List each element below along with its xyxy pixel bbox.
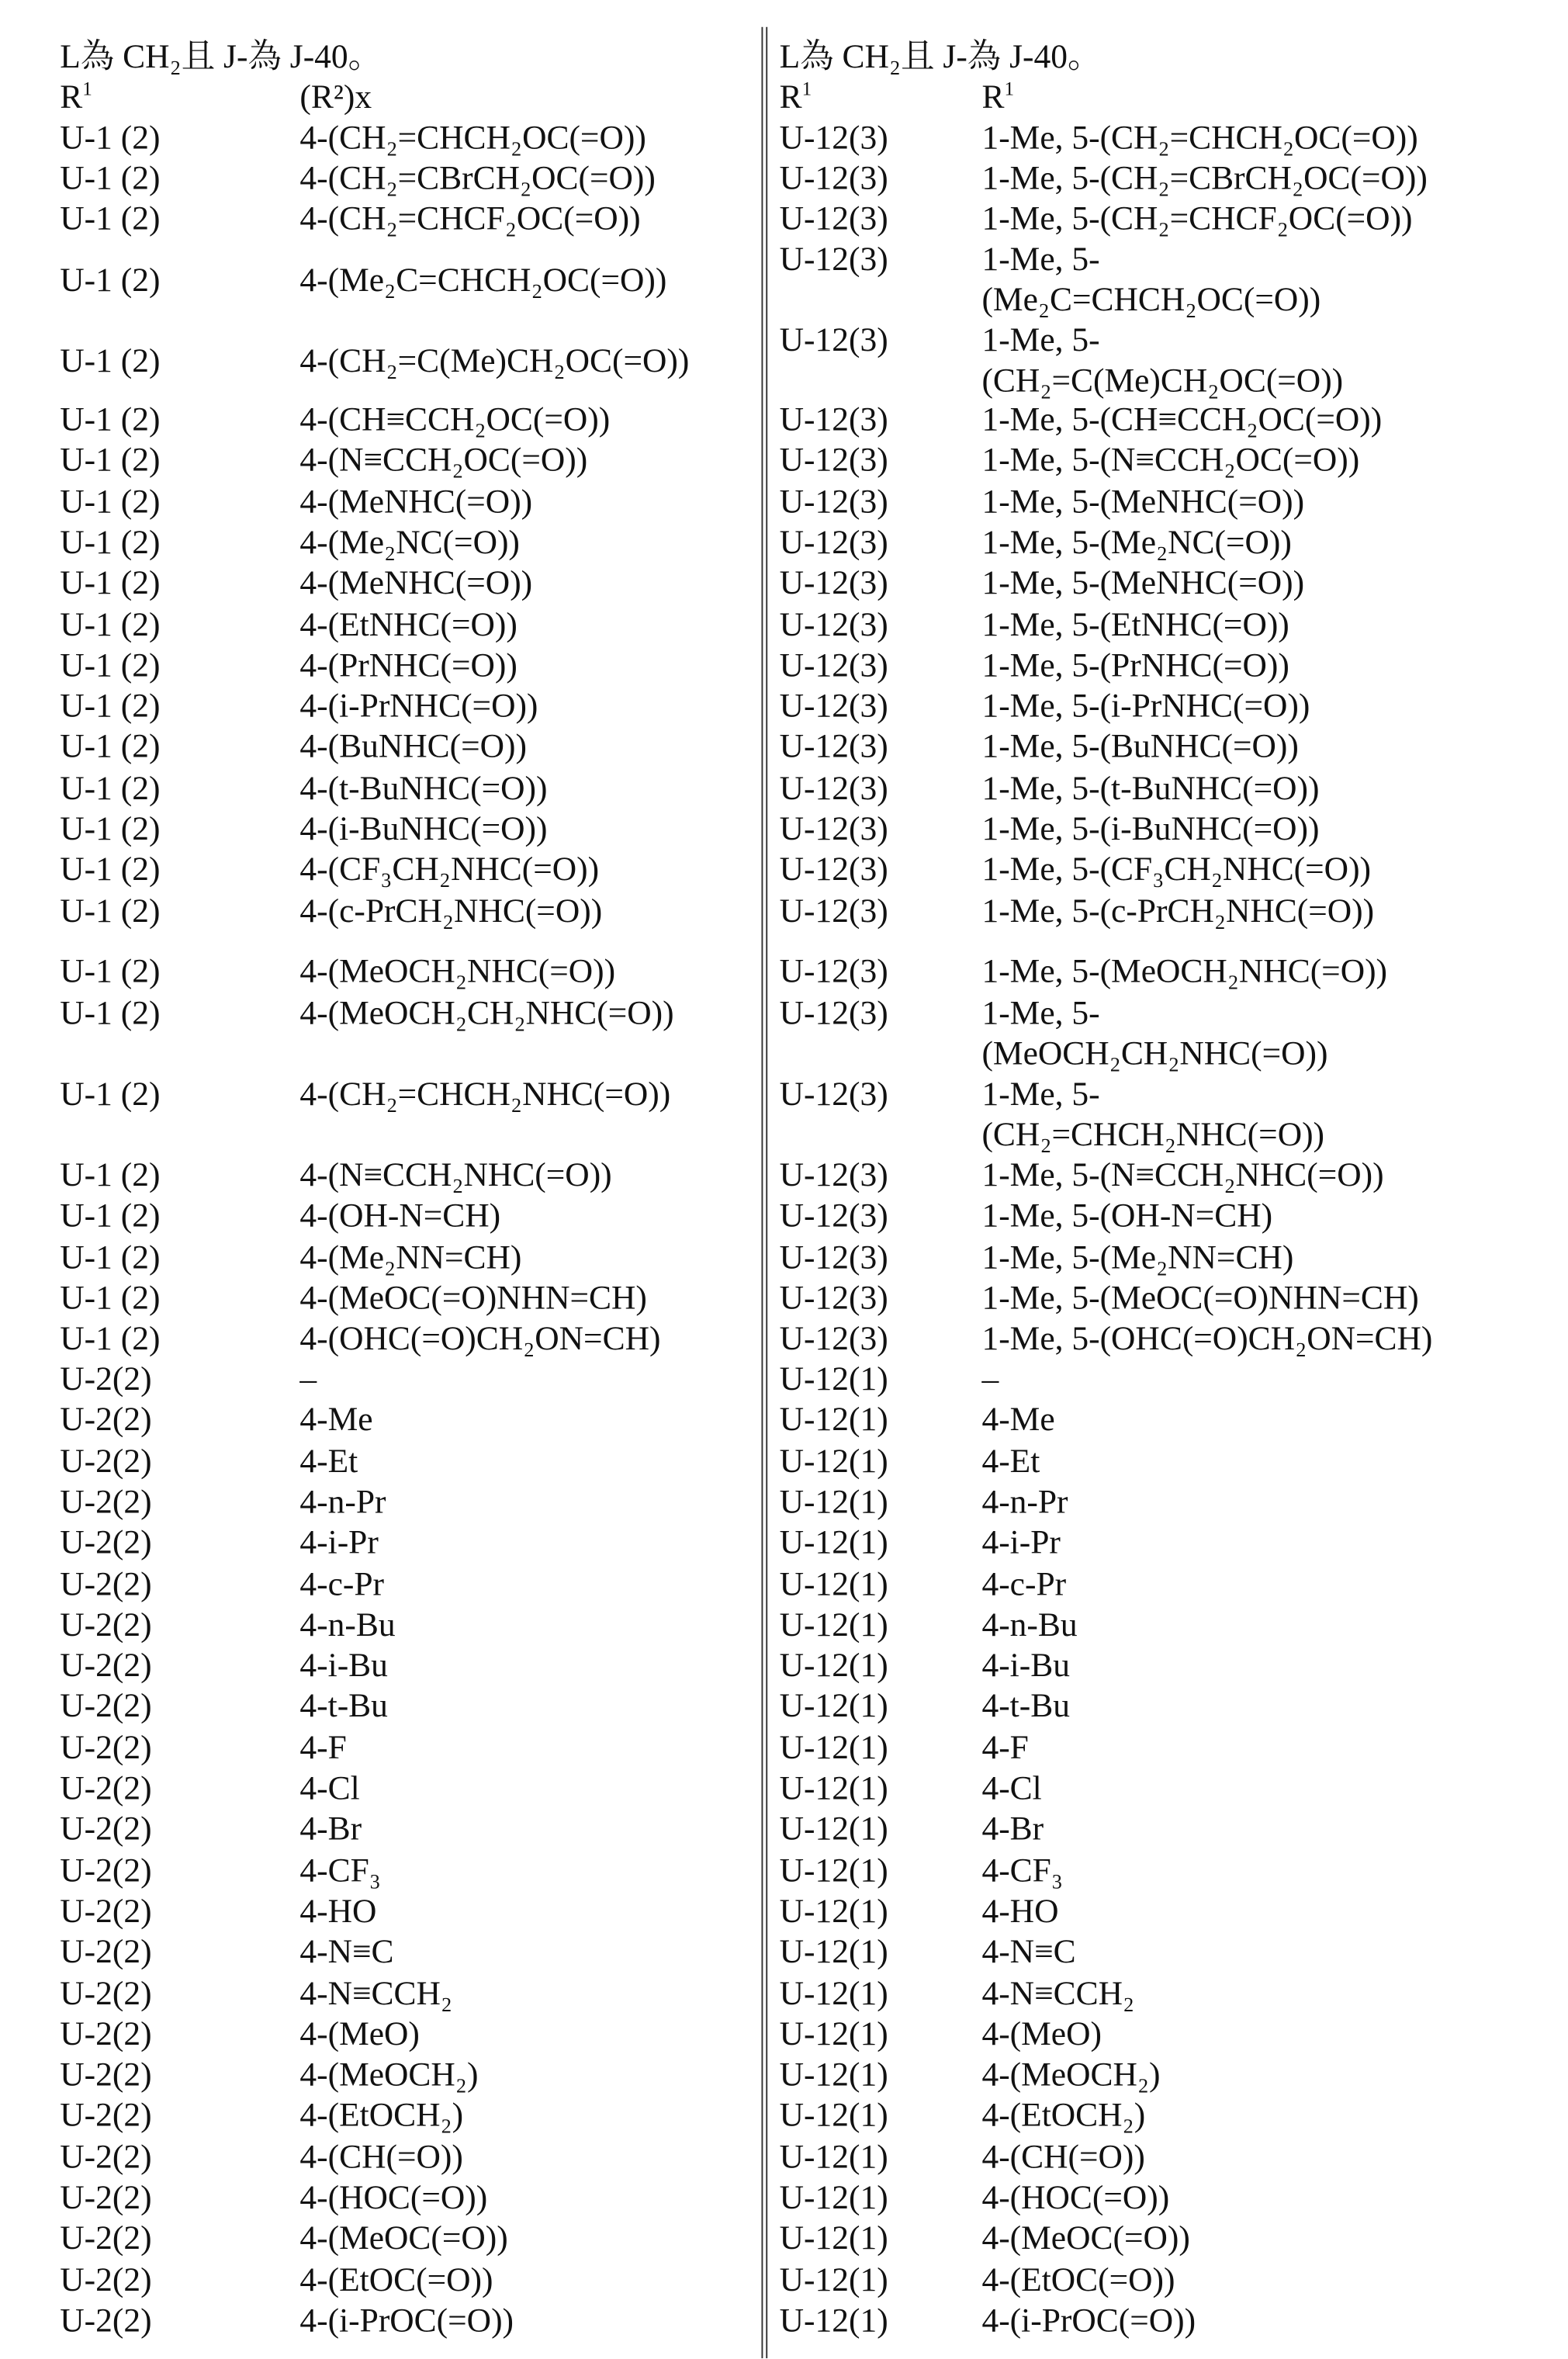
right-r1-cell: U-12(3) <box>780 769 888 809</box>
right-col2-cell: 1-Me, 5-(MeNHC(=O)) <box>981 564 1304 604</box>
right-r1-cell: U-12(3) <box>780 1279 888 1318</box>
left-r2x-cell: 4-(BuNHC(=O)) <box>299 728 527 767</box>
right-r1-cell: U-12(1) <box>780 1851 888 1890</box>
left-r2x-cell: 4-(OHC(=O)CH₂ON=CH) <box>299 1320 660 1360</box>
left-r2x-cell: 4-Br <box>299 1810 362 1849</box>
right-col2-cell: 4-Et <box>981 1442 1040 1481</box>
left-r2x-cell: 4-Et <box>299 1442 358 1481</box>
right-r1-cell: U-12(3) <box>780 687 888 726</box>
right-col2-cell: 1-Me, 5-(Me₂NC(=O)) <box>981 523 1291 563</box>
right-col2-cell: 4-(MeOC(=O)) <box>981 2219 1189 2259</box>
left-r2x-cell: 4-F <box>299 1728 346 1768</box>
left-r1-cell: U-2(2) <box>60 1647 151 1686</box>
left-r1-cell: U-1 (2) <box>60 261 160 300</box>
document-page <box>0 0 1568 2358</box>
right-col2-cell: 1-Me, 5- (CH₂=CHCH₂NHC(=O)) <box>981 1075 1324 1154</box>
left-r2x-cell: 4-(t-BuNHC(=O)) <box>299 769 547 809</box>
right-col2-cell: 1-Me, 5-(MeNHC(=O)) <box>981 482 1304 521</box>
right-col2-cell: 4-(MeOCH₂) <box>981 2056 1160 2095</box>
right-r1-cell: U-12(3) <box>780 1197 888 1236</box>
right-r1-cell: U-12(3) <box>780 892 888 931</box>
left-r2x-cell: 4-(CH(=O)) <box>299 2137 462 2177</box>
right-r1-cell: U-12(1) <box>780 2260 888 2300</box>
right-r1-cell: U-12(3) <box>780 564 888 604</box>
left-r2x-cell: 4-(OH-N=CH) <box>299 1197 500 1236</box>
right-r1-cell: U-12(3) <box>780 119 888 158</box>
left-r1-cell: U-2(2) <box>60 2137 151 2177</box>
column-divider <box>761 27 763 2358</box>
right-r1-cell: U-12(1) <box>780 1933 888 1973</box>
left-r2x-cell: 4-n-Pr <box>299 1483 386 1522</box>
right-col2-cell: 1-Me, 5-(c-PrCH₂NHC(=O)) <box>981 892 1374 931</box>
right-r1-cell: U-12(1) <box>780 1973 888 2013</box>
right-col2-cell: 4-Cl <box>981 1769 1041 1809</box>
right-r1-cell: U-12(3) <box>780 809 888 849</box>
left-r1-cell: U-1 (2) <box>60 728 160 767</box>
left-r2x-cell: 4-(MeOCH₂NHC(=O)) <box>299 952 615 992</box>
left-r2x-cell: – <box>299 1360 317 1399</box>
right-r1-cell: U-12(1) <box>780 2178 888 2218</box>
left-header-r2x: (R²)x <box>299 78 372 117</box>
left-r1-cell: U-1 (2) <box>60 1320 160 1360</box>
right-col2-cell: 1-Me, 5-(BuNHC(=O)) <box>981 728 1298 767</box>
right-col2-cell: 4-CF₃ <box>981 1851 1063 1890</box>
left-r2x-cell: 4-(MeOCH₂CH₂NHC(=O)) <box>299 994 673 1034</box>
left-r1-cell: U-2(2) <box>60 2178 151 2218</box>
left-r2x-cell: 4-(EtNHC(=O)) <box>299 605 517 645</box>
right-r1-cell: U-12(3) <box>780 1075 888 1114</box>
left-r1-cell: U-2(2) <box>60 1606 151 1645</box>
left-r1-cell: U-1 (2) <box>60 769 160 809</box>
right-r1-cell: U-12(1) <box>780 1769 888 1809</box>
right-col2-cell: 4-N≡C <box>981 1933 1075 1973</box>
left-r1-cell: U-1 (2) <box>60 482 160 521</box>
left-r2x-cell: 4-(i-BuNHC(=O)) <box>299 809 547 849</box>
left-r1-cell: U-2(2) <box>60 1523 151 1563</box>
right-r1-cell: U-12(3) <box>780 850 888 890</box>
left-r1-cell: U-2(2) <box>60 1973 151 2013</box>
left-r1-cell: U-2(2) <box>60 1728 151 1768</box>
left-r2x-cell: 4-(EtOC(=O)) <box>299 2260 493 2300</box>
left-r2x-cell: 4-(PrNHC(=O)) <box>299 646 517 685</box>
right-col2-cell: 1-Me, 5- (MeOCH₂CH₂NHC(=O)) <box>981 994 1327 1073</box>
left-r2x-cell: 4-N≡CCH₂ <box>299 1973 452 2013</box>
right-col2-cell: 4-F <box>981 1728 1028 1768</box>
column-divider <box>766 27 767 2358</box>
left-r1-cell: U-1 (2) <box>60 523 160 563</box>
left-r1-cell: U-1 (2) <box>60 850 160 890</box>
left-r1-cell: U-2(2) <box>60 1769 151 1809</box>
right-col2-cell: 1-Me, 5-(EtNHC(=O)) <box>981 605 1289 645</box>
left-r1-cell: U-2(2) <box>60 1401 151 1440</box>
left-r2x-cell: 4-(MeO) <box>299 2014 420 2054</box>
left-header-r1: R1 <box>60 78 92 117</box>
right-col2-cell: 1-Me, 5-(MeOCH₂NHC(=O)) <box>981 952 1387 992</box>
right-col2-cell: 1-Me, 5-(CH₂=CBrCH₂OC(=O)) <box>981 159 1427 199</box>
right-col2-cell: 4-HO <box>981 1892 1058 1931</box>
left-r2x-cell: 4-t-Bu <box>299 1687 388 1727</box>
left-r1-cell: U-2(2) <box>60 2301 151 2340</box>
right-r1-cell: U-12(3) <box>780 400 888 440</box>
left-r2x-cell: 4-(CF₃CH₂NHC(=O)) <box>299 850 599 890</box>
right-r1-cell: U-12(3) <box>780 1320 888 1360</box>
right-col2-cell: 4-N≡CCH₂ <box>981 1973 1134 2013</box>
right-col2-cell: 1-Me, 5-(CH₂=CHCF₂OC(=O)) <box>981 199 1412 239</box>
right-col2-cell: 4-n-Pr <box>981 1483 1068 1522</box>
left-r1-cell: U-2(2) <box>60 2219 151 2259</box>
left-r1-cell: U-2(2) <box>60 1687 151 1727</box>
right-r1-cell: U-12(1) <box>780 1892 888 1931</box>
right-col2-cell: 4-Me <box>981 1401 1054 1440</box>
left-r1-cell: U-2(2) <box>60 1892 151 1931</box>
right-r1-cell: U-12(1) <box>780 1810 888 1849</box>
right-r1-cell: U-12(3) <box>780 523 888 563</box>
right-col2-cell: 1-Me, 5- (CH₂=C(Me)CH₂OC(=O)) <box>981 320 1343 400</box>
right-col2-cell: 4-(HOC(=O)) <box>981 2178 1169 2218</box>
left-r1-cell: U-1 (2) <box>60 994 160 1034</box>
left-r1-cell: U-1 (2) <box>60 159 160 199</box>
right-col2-cell: 4-Br <box>981 1810 1044 1849</box>
right-col2-cell: 1-Me, 5-(PrNHC(=O)) <box>981 646 1289 685</box>
left-r1-cell: U-2(2) <box>60 1810 151 1849</box>
left-r2x-cell: 4-(EtOCH₂) <box>299 2097 463 2136</box>
right-r1-cell: U-12(1) <box>780 1728 888 1768</box>
right-col2-cell: 1-Me, 5-(OHC(=O)CH₂ON=CH) <box>981 1320 1432 1360</box>
left-r1-cell: U-1 (2) <box>60 1156 160 1196</box>
right-col2-cell: 4-(MeO) <box>981 2014 1102 2054</box>
left-r2x-cell: 4-(i-PrOC(=O)) <box>299 2301 514 2340</box>
right-col2-cell: 4-t-Bu <box>981 1687 1070 1727</box>
left-r2x-cell: 4-(Me₂NC(=O)) <box>299 523 520 563</box>
right-r1-cell: U-12(3) <box>780 728 888 767</box>
left-r1-cell: U-1 (2) <box>60 199 160 239</box>
left-r1-cell: U-1 (2) <box>60 442 160 481</box>
right-r1-cell: U-12(3) <box>780 240 888 279</box>
right-r1-cell: U-12(3) <box>780 1156 888 1196</box>
left-r1-cell: U-2(2) <box>60 2014 151 2054</box>
right-r1-cell: U-12(3) <box>780 159 888 199</box>
left-r1-cell: U-1 (2) <box>60 1238 160 1277</box>
left-r1-cell: U-1 (2) <box>60 892 160 931</box>
right-r1-cell: U-12(1) <box>780 2219 888 2259</box>
right-r1-cell: U-12(3) <box>780 994 888 1034</box>
right-col2-cell: 4-c-Pr <box>981 1564 1066 1604</box>
left-r1-cell: U-2(2) <box>60 2097 151 2136</box>
right-r1-cell: U-12(3) <box>780 442 888 481</box>
left-r2x-cell: 4-(CH₂=CHCH₂OC(=O)) <box>299 119 646 158</box>
right-r1-cell: U-12(1) <box>780 1442 888 1481</box>
right-r1-cell: U-12(1) <box>780 1401 888 1440</box>
left-r2x-cell: 4-(MeOC(=O)) <box>299 2219 507 2259</box>
right-col2-cell: 1-Me, 5-(t-BuNHC(=O)) <box>981 769 1319 809</box>
left-r1-cell: U-1 (2) <box>60 1197 160 1236</box>
left-r2x-cell: 4-(c-PrCH₂NHC(=O)) <box>299 892 602 931</box>
left-r2x-cell: 4-Cl <box>299 1769 359 1809</box>
right-r1-cell: U-12(3) <box>780 646 888 685</box>
right-col2-cell: 4-i-Pr <box>981 1523 1060 1563</box>
right-r1-cell: U-12(3) <box>780 1238 888 1277</box>
left-r1-cell: U-1 (2) <box>60 1279 160 1318</box>
left-r2x-cell: 4-(MeOCH₂) <box>299 2056 478 2095</box>
right-r1-cell: U-12(1) <box>780 2301 888 2340</box>
right-r1-cell: U-12(1) <box>780 2014 888 2054</box>
left-r1-cell: U-2(2) <box>60 1483 151 1522</box>
right-col2-cell: 4-(CH(=O)) <box>981 2137 1144 2177</box>
right-col2-cell: 1-Me, 5-(i-BuNHC(=O)) <box>981 809 1319 849</box>
right-col2-cell: 1-Me, 5-(N≡CCH₂NHC(=O)) <box>981 1156 1383 1196</box>
right-col2-cell: – <box>981 1360 999 1399</box>
right-r1-cell: U-12(3) <box>780 952 888 992</box>
right-col2-cell: 4-n-Bu <box>981 1606 1077 1645</box>
left-r1-cell: U-1 (2) <box>60 119 160 158</box>
right-r1-cell: U-12(1) <box>780 1360 888 1399</box>
left-r1-cell: U-2(2) <box>60 1933 151 1973</box>
right-r1-cell: U-12(1) <box>780 1606 888 1645</box>
right-r1-cell: U-12(1) <box>780 1523 888 1563</box>
right-col2-cell: 4-(EtOC(=O)) <box>981 2260 1175 2300</box>
left-r1-cell: U-1 (2) <box>60 341 160 381</box>
left-r2x-cell: 4-N≡C <box>299 1933 393 1973</box>
left-r2x-cell: 4-c-Pr <box>299 1564 384 1604</box>
right-col2-cell: 1-Me, 5-(Me₂NN=CH) <box>981 1238 1293 1277</box>
right-r1-cell: U-12(3) <box>780 482 888 521</box>
right-col2-cell: 1-Me, 5- (Me₂C=CHCH₂OC(=O)) <box>981 240 1321 319</box>
right-r1-cell: U-12(1) <box>780 1687 888 1727</box>
right-col2-cell: 1-Me, 5-(OH-N=CH) <box>981 1197 1272 1236</box>
left-r2x-cell: 4-i-Pr <box>299 1523 378 1563</box>
left-r2x-cell: 4-(HOC(=O)) <box>299 2178 487 2218</box>
right-table-title: L為 CH₂且 J-為 J-40。 <box>780 37 1102 77</box>
right-r1-cell: U-12(1) <box>780 2097 888 2136</box>
left-r1-cell: U-1 (2) <box>60 952 160 992</box>
left-r2x-cell: 4-(MeOC(=O)NHN=CH) <box>299 1279 646 1318</box>
left-r1-cell: U-1 (2) <box>60 564 160 604</box>
left-table-title: L為 CH₂且 J-為 J-40。 <box>60 37 382 77</box>
left-r2x-cell: 4-Me <box>299 1401 372 1440</box>
left-r1-cell: U-2(2) <box>60 1442 151 1481</box>
left-r2x-cell: 4-(i-PrNHC(=O)) <box>299 687 538 726</box>
left-r2x-cell: 4-n-Bu <box>299 1606 395 1645</box>
left-r2x-cell: 4-(N≡CCH₂NHC(=O)) <box>299 1156 611 1196</box>
left-r1-cell: U-1 (2) <box>60 809 160 849</box>
right-r1-cell: U-12(1) <box>780 1564 888 1604</box>
right-r1-cell: U-12(1) <box>780 1647 888 1686</box>
right-col2-cell: 4-(EtOCH₂) <box>981 2097 1145 2136</box>
right-col2-cell: 1-Me, 5-(N≡CCH₂OC(=O)) <box>981 442 1359 481</box>
left-r2x-cell: 4-(CH₂=CHCF₂OC(=O)) <box>299 199 640 239</box>
left-r2x-cell: 4-(CH₂=CHCH₂NHC(=O)) <box>299 1075 670 1114</box>
right-r1-cell: U-12(3) <box>780 605 888 645</box>
right-header-r1: R1 <box>780 78 812 117</box>
left-r2x-cell: 4-i-Bu <box>299 1647 388 1686</box>
left-r2x-cell: 4-(MeNHC(=O)) <box>299 482 532 521</box>
left-r1-cell: U-2(2) <box>60 1564 151 1604</box>
right-col2-cell: 1-Me, 5-(MeOC(=O)NHN=CH) <box>981 1279 1418 1318</box>
left-r1-cell: U-2(2) <box>60 2260 151 2300</box>
left-r2x-cell: 4-(Me₂C=CHCH₂OC(=O)) <box>299 261 666 300</box>
left-r2x-cell: 4-HO <box>299 1892 376 1931</box>
left-r1-cell: U-2(2) <box>60 1851 151 1890</box>
right-r1-cell: U-12(1) <box>780 2056 888 2095</box>
right-col2-cell: 1-Me, 5-(CF₃CH₂NHC(=O)) <box>981 850 1371 890</box>
left-r1-cell: U-1 (2) <box>60 1075 160 1114</box>
right-r1-cell: U-12(1) <box>780 1483 888 1522</box>
left-r1-cell: U-2(2) <box>60 1360 151 1399</box>
left-r2x-cell: 4-(CH≡CCH₂OC(=O)) <box>299 400 610 440</box>
left-r2x-cell: 4-CF₃ <box>299 1851 381 1890</box>
left-r2x-cell: 4-(MeNHC(=O)) <box>299 564 532 604</box>
left-r2x-cell: 4-(Me₂NN=CH) <box>299 1238 521 1277</box>
right-r1-cell: U-12(3) <box>780 199 888 239</box>
right-col2-cell: 4-(i-PrOC(=O)) <box>981 2301 1196 2340</box>
right-col2-cell: 1-Me, 5-(CH≡CCH₂OC(=O)) <box>981 400 1382 440</box>
left-r1-cell: U-1 (2) <box>60 605 160 645</box>
right-col2-cell: 1-Me, 5-(i-PrNHC(=O)) <box>981 687 1310 726</box>
right-r1-cell: U-12(3) <box>780 320 888 360</box>
right-col2-cell: 4-i-Bu <box>981 1647 1070 1686</box>
left-r2x-cell: 4-(CH₂=CBrCH₂OC(=O)) <box>299 159 655 199</box>
left-r1-cell: U-1 (2) <box>60 687 160 726</box>
left-r1-cell: U-1 (2) <box>60 400 160 440</box>
right-header-col2: R1 <box>981 78 1014 117</box>
left-r1-cell: U-1 (2) <box>60 646 160 685</box>
left-r1-cell: U-2(2) <box>60 2056 151 2095</box>
right-r1-cell: U-12(1) <box>780 2137 888 2177</box>
left-r2x-cell: 4-(N≡CCH₂OC(=O)) <box>299 442 587 481</box>
right-col2-cell: 1-Me, 5-(CH₂=CHCH₂OC(=O)) <box>981 119 1417 158</box>
left-r2x-cell: 4-(CH₂=C(Me)CH₂OC(=O)) <box>299 341 689 381</box>
